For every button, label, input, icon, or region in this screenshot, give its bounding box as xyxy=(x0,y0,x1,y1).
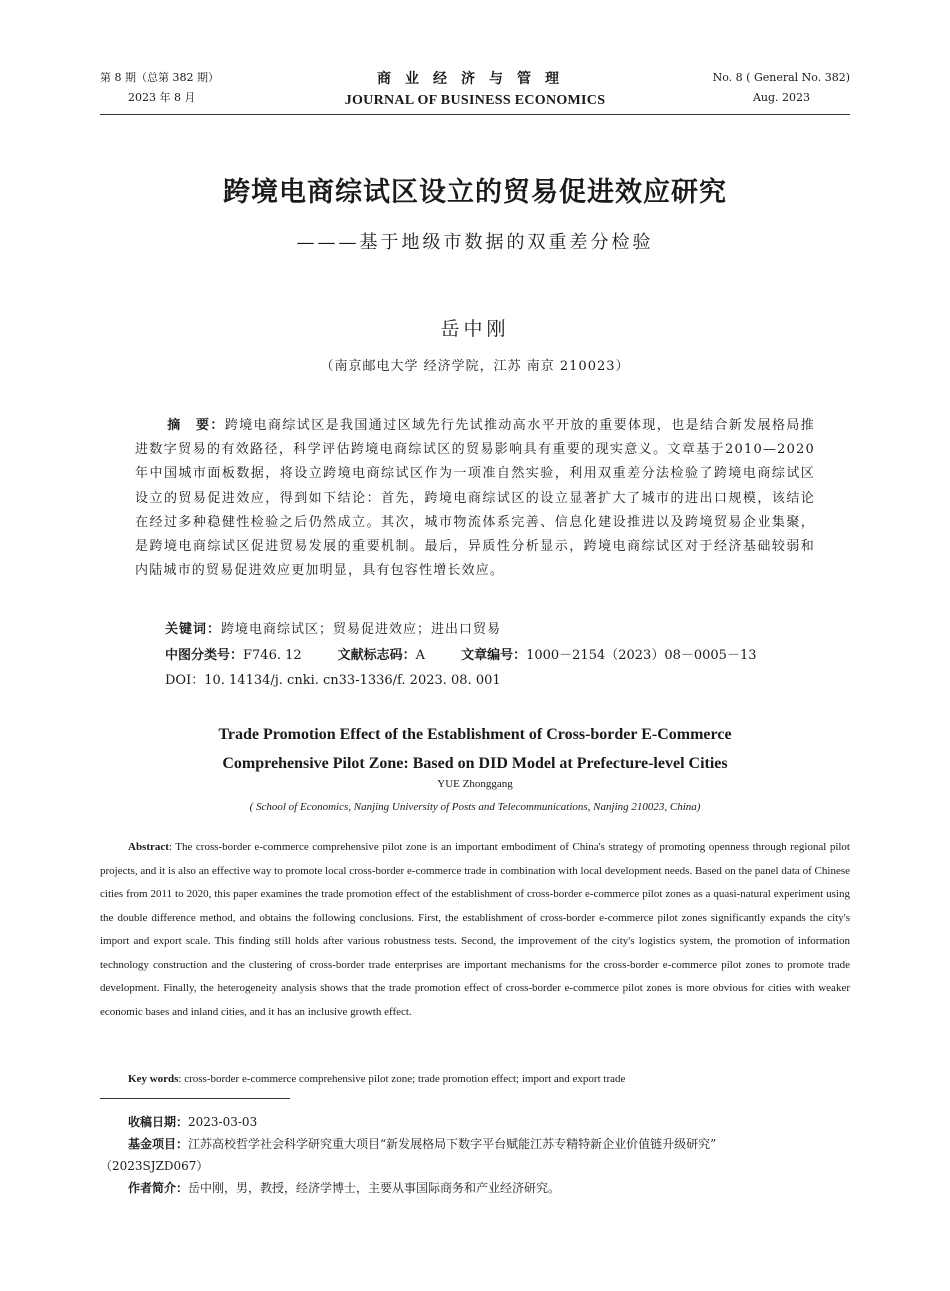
doc-code-value: A xyxy=(415,648,426,663)
author-name-en: YUE Zhonggang xyxy=(437,778,513,790)
fund-value: 江苏高校哲学社会科学研究重大项目“新发展格局下数字平台赋能江苏专精特新企业价值链升级研究” xyxy=(188,1137,717,1151)
issue-en: No. 8 ( General No. 382) xyxy=(712,71,850,84)
footnote-rule xyxy=(100,1098,290,1099)
fund-label: 基金项目： xyxy=(128,1137,189,1151)
article-title-en xyxy=(0,720,950,778)
doi-line xyxy=(165,669,501,688)
footnotes xyxy=(100,1111,850,1199)
clc-label: 中图分类号： xyxy=(165,648,244,663)
abstract-text-cn: 跨境电商综试区是我国通过区域先行先试推动高水平开放的重要体现，也是结合新发展格局推进数字贸易的有效路径，科学评估跨境电商综试区的贸易影响具有重要的现实意义。文章基于2010—2020年中国城市面板数据，将设立跨境电商综试区作为一项准自然实验，利用双重差分法检验了跨境电商综试区设立的贸易促进效应，得到如下结论：首先，跨境电商综试区的设立显著扩大了城市的进出口规模，该结论在经过多种稳健性检验之后仍然成立。其次，城市物流体系完善、信息化建设推进以及跨境贸易企业集聚，是跨境电商综试区促进贸易发展的重要机制。最后，异质性分析显示，跨境电商综试区对于经济基础较弱和内陆城市的贸易促进效应更加明显，具有包容性增长效应。 xyxy=(135,418,815,579)
header-rule xyxy=(100,114,850,115)
keywords-text-cn: 跨境电商综试区；贸易促进效应；进出口贸易 xyxy=(221,622,502,637)
date-en: Aug. 2023 xyxy=(752,91,810,104)
author-name-cn: 岳中刚 xyxy=(440,318,510,340)
article-no-value: 1000－2154（2023）08－0005－13 xyxy=(526,648,757,663)
affiliation-en: ( School of Economics, Nanjing University of Posts and Telecommunications, Nanjing 210023, China) xyxy=(249,801,701,813)
abstract-text-en: : The cross-border e-commerce comprehensive pilot zone is an important embodiment of China's strategy of promoting openness through regional pilot projects, and it is also an effective way to promote local cross-border e-commerce trade in combination with local development needs. Based on the panel data of Chinese cities from 2011 to 2020, this paper examines the trade promotion effect of the establishment of cross-border e-commerce pilot zones as a quasi-natural experiment using the double difference method, and obtains the following conclusions. First, the establishment of cross-border e-commerce pilot zones significantly expands the city's import and export scale. This finding still holds after various robustness tests. Second, the improvement of the city's logistics system, the promotion of information technology construction and the clustering of cross-border trade enterprises are important mechanisms for the cross-border e-commerce pilot zones to promote trade development. Finally, the heterogeneity analysis shows that the trade promotion effect of cross-border e-commerce pilot zones is more obvious for cities with weaker economic bases and inland cities, and it has an inclusive growth effect. xyxy=(100,841,850,1018)
keywords-cn xyxy=(165,618,501,637)
article-title-cn: 跨境电商综试区设立的贸易促进效应研究 xyxy=(223,177,727,208)
issue-cn: 第 8 期（总第 382 期） xyxy=(100,71,219,84)
doi-label: DOI： xyxy=(165,673,205,688)
received-label: 收稿日期： xyxy=(128,1115,189,1129)
article-title-en-line1: Trade Promotion Effect of the Establishment of Cross-border E-Commerce xyxy=(218,726,732,743)
keywords-en xyxy=(128,1073,625,1085)
article-title-en-line2: Comprehensive Pilot Zone: Based on DID Model at Prefecture-level Cities xyxy=(222,755,728,772)
keywords-label-cn: 关键词： xyxy=(165,622,222,637)
bio-value: 岳中刚，男，教授，经济学博士，主要从事国际商务和产业经济研究。 xyxy=(188,1181,561,1195)
doc-code-label: 文献标志码： xyxy=(337,648,416,663)
footnote-bio xyxy=(100,1177,850,1199)
keywords-label-en: Key words xyxy=(128,1073,179,1085)
doi-value: 10. 14134/j. cnki. cn33-1336/f. 2023. 08. 001 xyxy=(204,673,501,688)
abstract-en xyxy=(100,836,850,1024)
article-no-label: 文章编号： xyxy=(461,648,527,663)
clc-value: F746. 12 xyxy=(243,648,302,663)
classification-line xyxy=(165,644,757,663)
affiliation-cn: （南京邮电大学 经济学院，江苏 南京 210023） xyxy=(320,359,630,374)
footnote-fund-cont: （2023SJZD067） xyxy=(100,1159,209,1173)
footnote-received xyxy=(100,1111,850,1133)
date-cn: 2023 年 8 月 xyxy=(128,91,196,104)
abstract-label-cn: 摘 要： xyxy=(167,418,225,433)
keywords-text-en: : cross-border e-commerce comprehensive pilot zone; trade promotion effect; import and export trade xyxy=(178,1073,626,1085)
abstract-cn xyxy=(135,414,815,583)
article-subtitle-cn: ———基于地级市数据的双重差分检验 xyxy=(296,232,654,253)
bio-label: 作者简介： xyxy=(128,1181,189,1195)
journal-name-cn: 商业经济与管理 xyxy=(377,71,573,87)
abstract-label-en: Abstract xyxy=(128,841,169,853)
footnote-fund xyxy=(100,1133,850,1155)
received-value: 2023-03-03 xyxy=(188,1115,258,1129)
header-right xyxy=(713,68,850,108)
journal-name-en: JOURNAL OF BUSINESS ECONOMICS xyxy=(344,93,606,108)
